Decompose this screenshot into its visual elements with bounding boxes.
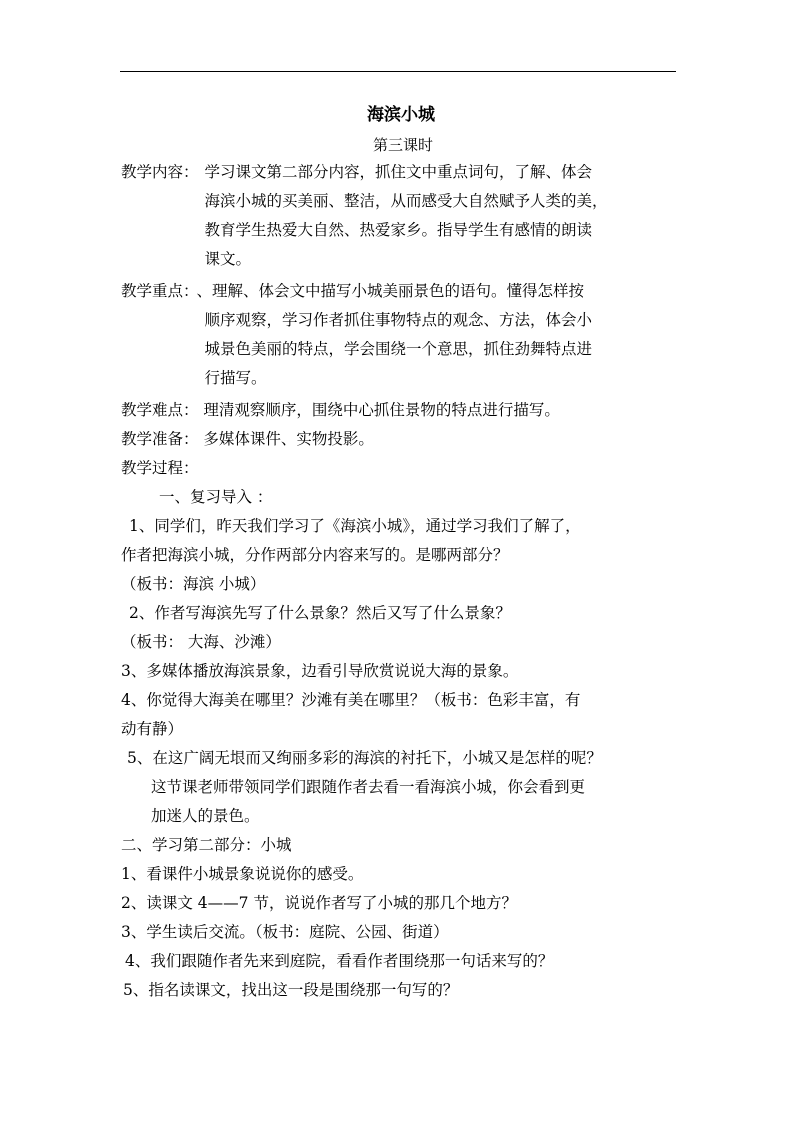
teaching-content-line: 学习课文第二部分内容，抓住文中重点词句，了解、体会 — [204, 163, 593, 181]
teaching-focus-line: 顺序观察，学习作者抓住事物特点的观念、方法，体会小 — [204, 311, 593, 329]
header-rule — [120, 71, 676, 72]
process-line: 1、同学们，昨天我们学习了《海滨小城》，通过学习我们了解了， — [129, 517, 581, 535]
teaching-focus-line: 行描写。 — [204, 369, 267, 387]
lesson-period: 第三课时 — [372, 136, 433, 154]
teaching-focus-label: 教学重点： — [121, 282, 199, 300]
document-title: 海滨小城 — [367, 105, 435, 125]
process-line: 4、我们跟随作者先来到庭院，看看作者围绕那一句话来写的？ — [125, 952, 554, 970]
teaching-focus-section — [121, 277, 677, 393]
process-line: 3、学生读后交流。（板书：庭院、公园、街道） — [121, 923, 449, 941]
process-line: 4、你觉得大海美在哪里？沙滩有美在哪里？（板书：色彩丰富，有 — [121, 691, 581, 709]
document-content — [121, 100, 677, 1005]
teaching-content-line: 海滨小城的买美丽、整洁，从而感受大自然赋予人类的美， — [204, 192, 608, 210]
teaching-content-line: 课文。 — [204, 250, 252, 268]
process-line: 动有静） — [121, 720, 184, 738]
process-line: 2、作者写海滨先写了什么景象？然后又写了什么景象？ — [129, 604, 511, 622]
teaching-content-line: 教育学生热爱大自然、热爱家乡。指导学生有感情的朗读 — [204, 221, 593, 239]
process-line: 二、学习第二部分：小城 — [121, 836, 292, 854]
teaching-content-body — [205, 158, 608, 274]
teaching-preparation: 教学准备： 多媒体课件、实物投影。 — [121, 430, 374, 448]
process-line: 这节课老师带领同学们跟随作者去看一看海滨小城，你会看到更 — [151, 778, 586, 796]
process-line: 5、在这广阔无垠而又绚丽多彩的海滨的衬托下，小城又是怎样的呢？ — [127, 749, 602, 767]
process-line: （板书： 大海、沙滩） — [121, 633, 281, 651]
process-line: 作者把海滨小城，分作两部分内容来写的。是哪两部分？ — [121, 546, 509, 564]
teaching-content-label: 教学内容： — [121, 163, 199, 181]
teaching-content-section — [121, 158, 677, 274]
process-line: 加迷人的景色。 — [151, 807, 260, 825]
process-line: 2、读课文 4——7 节，说说作者写了小城的那几个地方？ — [121, 894, 517, 912]
process-line: 1、看课件小城景象说说你的感受。 — [121, 865, 364, 883]
process-line: 一、复习导入 ： — [159, 488, 273, 506]
process-line: （板书：海滨 小城） — [121, 575, 266, 593]
teaching-focus-line: 、理解、体会文中描写小城美丽景色的语句。懂得怎样按 — [196, 282, 585, 300]
process-line: 5、指名读课文，找出这一段是围绕那一句写的？ — [123, 981, 459, 999]
teaching-focus-line: 城景色美丽的特点，学会围绕一个意思，抓住劲舞特点进 — [204, 340, 593, 358]
teaching-process-label: 教学过程： — [121, 459, 199, 477]
process-line: 3、多媒体播放海滨景象，边看引导欣赏说说大海的景象。 — [121, 662, 519, 680]
teaching-focus-body — [197, 277, 593, 393]
teaching-difficulty: 教学难点： 理清观察顺序，围绕中心抓住景物的特点进行描写。 — [121, 401, 560, 419]
